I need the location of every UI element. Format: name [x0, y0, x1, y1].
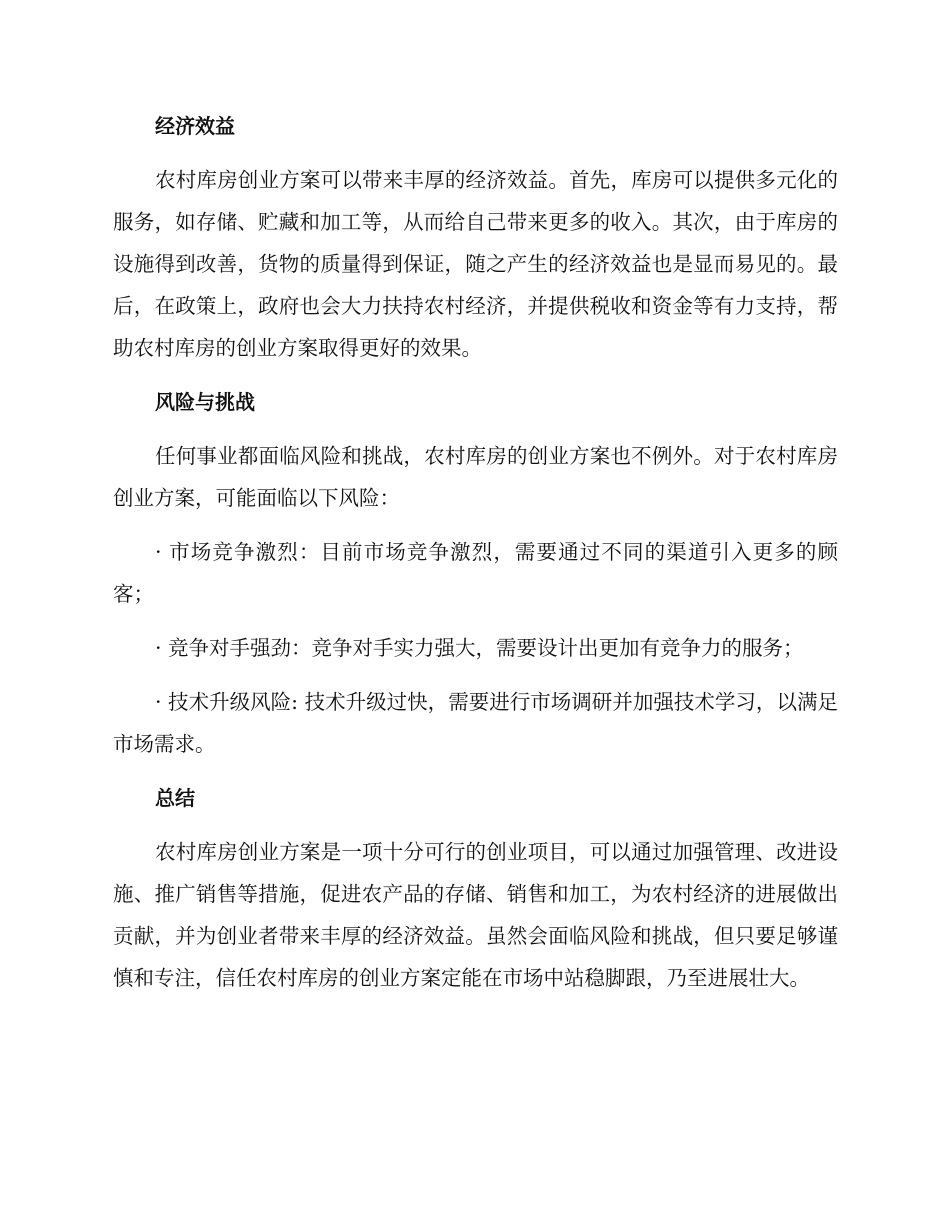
risk-bullet-technology-upgrade: · 技术升级风险: 技术升级过快，需要进行市场调研并加强技术学习，以满足市场需求。	[113, 690, 838, 756]
document-content	[113, 105, 838, 999]
section-heading-summary: 总结	[155, 786, 195, 810]
risk-bullet-strong-competitors: · 竞争对手强劲：竞争对手实力强大，需要设计出更加有竞争力的服务；	[155, 636, 804, 660]
paragraph-economic: 农村库房创业方案可以带来丰厚的经济效益。首先，库房可以提供多元化的服务，如存储、贮藏和加工等，从而给自己带来更多的收入。其次，由于库房的设施得到改善，货物的质量得到保证，随之产生的经济效益也是显而易见的。最后，在政策上，政府也会大力扶持农村经济，并提供税收和资金等有力支持，帮助农村库房的创业方案取得更好的效果。	[113, 168, 838, 360]
section-heading-risk: 风险与挑战	[155, 390, 255, 414]
risk-bullet-market-competition: · 市场竞争激烈：目前市场竞争激烈，需要通过不同的渠道引入更多的顾客；	[113, 540, 838, 606]
paragraph-summary: 农村库房创业方案是一项十分可行的创业项目，可以通过加强管理、改进设施、推广销售等措施，促进农产品的存储、销售和加工，为农村经济的进展做出贡献，并为创业者带来丰厚的经济效益。虽然会面临风险和挑战，但只要足够谨慎和专注，信任农村库房的创业方案定能在市场中站稳脚跟，乃至进展壮大。	[113, 840, 838, 990]
paragraph-risk-intro: 任何事业都面临风险和挑战，农村库房的创业方案也不例外。对于农村库房创业方案，可能面临以下风险：	[113, 444, 838, 510]
section-heading-economic: 经济效益	[155, 114, 235, 138]
